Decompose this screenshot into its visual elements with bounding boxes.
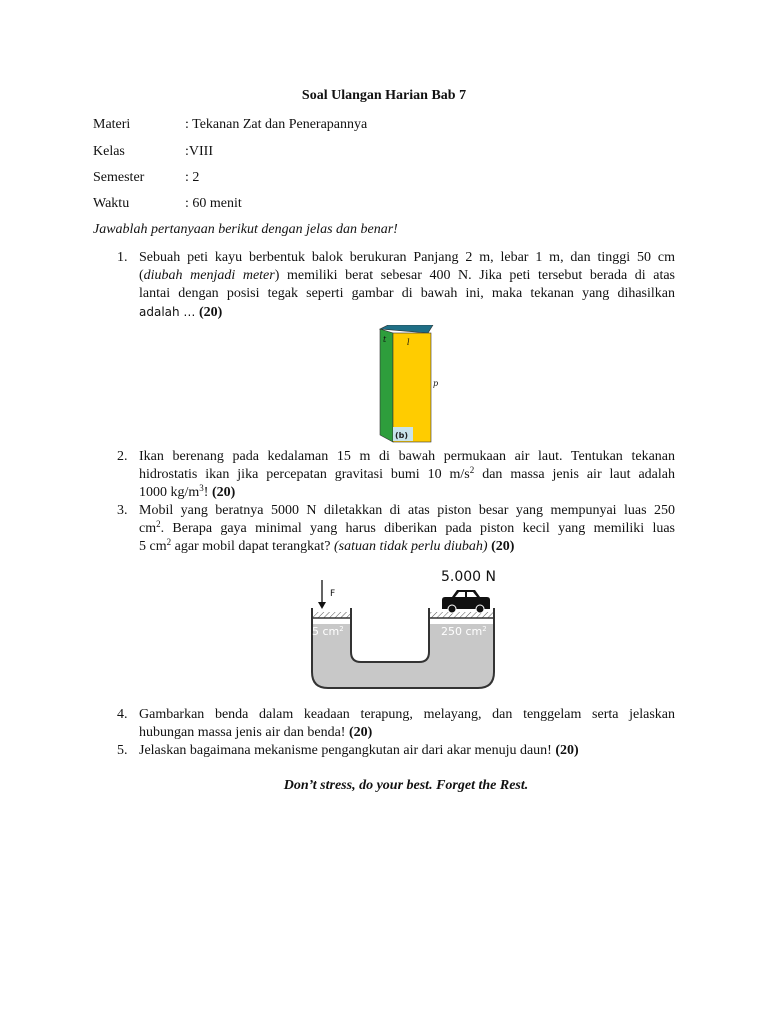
meta-value: :VIII — [185, 144, 213, 159]
container-inner-outline — [351, 608, 429, 662]
text-run: Jelaskan bagaimana mekanisme pengangkutan air dari akar menuju daun! — [139, 743, 556, 758]
text-run: dan massa jenis air laut adalah — [474, 467, 675, 482]
large-area-value: 250 cm — [441, 625, 483, 638]
instruction: Jawablah pertanyaan berikut dengan jelas dan benar! — [93, 222, 398, 237]
score-label: (20) — [348, 725, 373, 740]
force-label: F — [330, 589, 336, 599]
label-l: l — [407, 338, 410, 347]
meta-value: : Tekanan Zat dan Penerapannya — [185, 117, 368, 132]
question-text — [139, 538, 675, 556]
superscript: 3 — [199, 483, 204, 493]
score-label: (20) — [491, 539, 515, 554]
question-text: Mobil yang beratnya 5000 N diletakkan di atas piston besar yang mempunyai luas 250 — [139, 503, 675, 518]
force-arrow-head — [318, 602, 326, 609]
small-area-sup: 2 — [339, 625, 344, 633]
small-area-label — [312, 625, 344, 638]
question-text: Ikan berenang pada kedalaman 15 m di bawah permukaan air laut. Tentukan tekanan — [139, 449, 675, 464]
superscript: 2 — [156, 519, 161, 529]
score-label: (20) — [555, 743, 579, 758]
closing-message: Don’t stress, do your best. Forget the Rest. — [283, 778, 529, 793]
question-text: lantai dengan posisi tegak seperti gambar di bawah ini, maka tekanan yang dihasilkan — [139, 286, 675, 301]
text-run: 1000 kg/m — [139, 485, 200, 500]
large-area-label — [441, 625, 487, 638]
text-run: 5 cm — [139, 539, 167, 554]
figure-caption: (b) — [395, 431, 409, 440]
score-label: (20) — [211, 485, 236, 500]
question-number: 1. — [117, 250, 128, 265]
hydraulic-press-figure — [300, 562, 500, 694]
small-area-value: 5 cm — [312, 625, 340, 638]
text-run: ) memiliki berat sebesar 400 N. Jika peti tersebut berada di atas — [274, 268, 675, 283]
question-text — [139, 267, 675, 285]
page-title: Soal Ulangan Harian Bab 7 — [301, 88, 467, 103]
text-run: hubungan massa jenis air dan benda! — [139, 725, 349, 740]
question-text — [139, 520, 675, 538]
meta-row-semester — [93, 170, 199, 186]
large-area-sup: 2 — [482, 625, 487, 633]
question-number: 5. — [117, 743, 128, 758]
question-text — [139, 484, 675, 502]
large-piston-hatch — [430, 612, 493, 618]
question-number: 2. — [117, 449, 128, 464]
question-text: Gambarkan benda dalam keadaan terapung, melayang, dan tenggelam serta jelaskan — [139, 707, 675, 722]
text-run: cm — [139, 521, 157, 536]
superscript: 2 — [469, 465, 475, 475]
text-run: adalah … — [139, 305, 196, 319]
meta-label: Materi — [93, 117, 131, 132]
meta-label: Waktu — [93, 196, 130, 211]
small-piston-hatch — [313, 612, 350, 618]
meta-label: Semester — [93, 170, 145, 185]
text-run: ( — [139, 268, 144, 283]
text-run: agar mobil dapat terangkat? — [171, 539, 334, 554]
label-t: t — [383, 335, 387, 344]
question-text — [139, 742, 675, 760]
text-run: . Berapa gaya minimal yang harus diberikan pada piston kecil yang memiliki luas — [160, 521, 675, 536]
text-run: hidrostatis ikan jika percepatan gravitasi bumi 10 m/s — [139, 467, 470, 482]
text-run-italic: (satuan tidak perlu diubah) — [333, 539, 488, 554]
meta-value: : 60 menit — [185, 196, 242, 211]
question-number: 3. — [117, 503, 128, 518]
question-text — [139, 724, 675, 742]
question-number: 4. — [117, 707, 128, 722]
box-side-face — [380, 329, 393, 442]
score-label: (20) — [198, 305, 223, 320]
meta-row-kelas — [93, 144, 213, 160]
question-text — [139, 466, 675, 484]
car-icon — [442, 590, 490, 613]
meta-row-materi — [93, 117, 367, 133]
text-run: ! — [203, 485, 212, 500]
weight-label: 5.000 N — [441, 569, 497, 585]
question-text — [139, 303, 675, 322]
box-figure — [376, 325, 448, 443]
label-p: p — [433, 379, 439, 388]
box-front-face — [393, 333, 431, 442]
meta-row-waktu — [93, 196, 242, 212]
superscript: 2 — [166, 537, 172, 547]
meta-value: : 2 — [185, 170, 200, 185]
question-text: Sebuah peti kayu berbentuk balok berukuran Panjang 2 m, lebar 1 m, dan tinggi 50 cm — [139, 250, 675, 265]
text-run-italic: diubah menjadi meter — [143, 268, 275, 283]
meta-label: Kelas — [93, 144, 125, 159]
